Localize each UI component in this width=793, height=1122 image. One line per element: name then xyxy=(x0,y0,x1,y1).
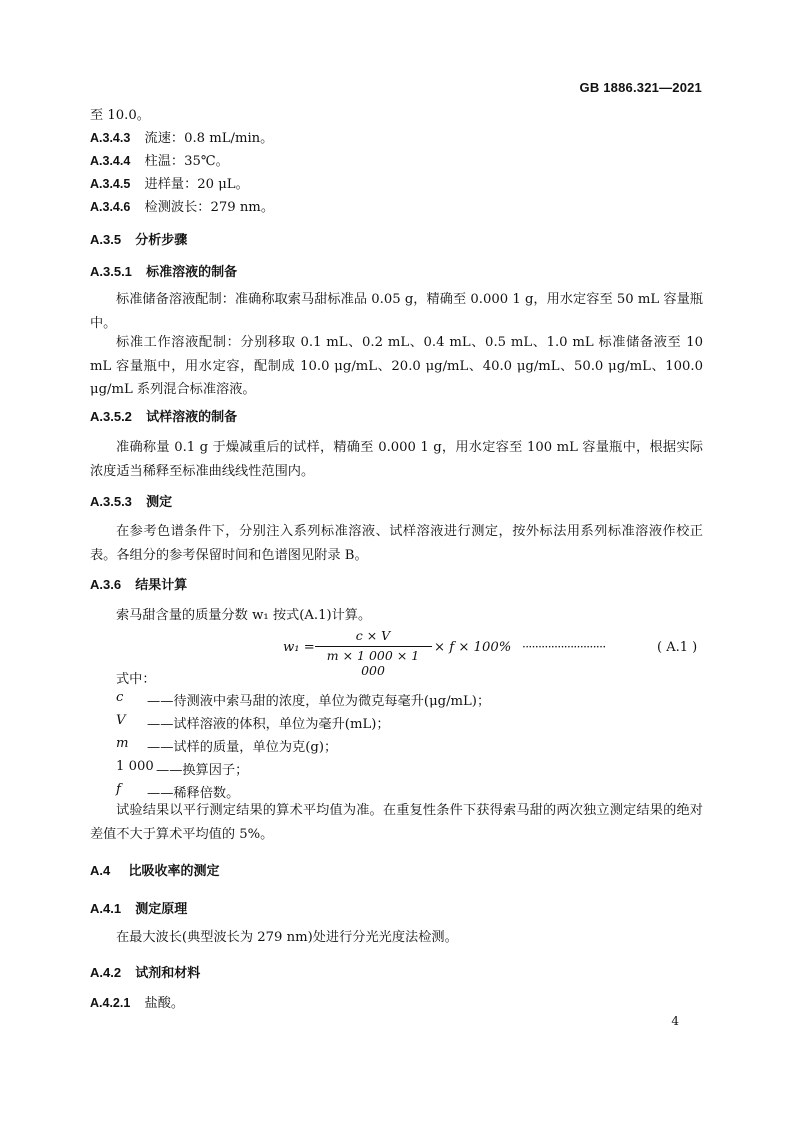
heading-title: 测定 xyxy=(146,494,173,509)
heading-number: A.4.2 xyxy=(90,965,122,980)
symbol-v-desc: ——试样溶液的体积，单位为毫升(mL)； xyxy=(147,717,390,732)
formula-denominator: m × 1 000 × 1 000 xyxy=(326,648,420,678)
standard-number: GB 1886.321—2021 xyxy=(579,80,702,95)
formula-label: ( A.1 ) xyxy=(657,640,698,655)
heading-a3-5-2 xyxy=(90,405,237,429)
heading-a3-5-1 xyxy=(90,260,237,284)
clause-a3-4-3 xyxy=(90,127,273,150)
clause-text: 检测波长：279 nm。 xyxy=(144,200,275,215)
heading-a3-5 xyxy=(90,228,187,252)
heading-number: A.3.5.1 xyxy=(90,264,132,279)
heading-number: A.4 xyxy=(90,863,111,878)
heading-title: 测定原理 xyxy=(135,901,188,916)
heading-a3-6 xyxy=(90,573,187,597)
formula-lhs: w₁ = xyxy=(283,640,315,655)
clause-text: 流速：0.8 mL/min。 xyxy=(144,131,274,146)
heading-number: A.3.5.3 xyxy=(90,494,132,509)
clause-a3-4-4 xyxy=(90,150,229,173)
heading-title: 比吸收率的测定 xyxy=(128,863,220,878)
fraction-bar xyxy=(315,646,432,647)
heading-number: A.4.1 xyxy=(90,901,122,916)
clause-number: A.4.2.1 xyxy=(90,996,131,1010)
formula-tail: × f × 100% xyxy=(434,640,512,655)
clause-text: 进样量：20 μL。 xyxy=(144,177,249,192)
symbol-v: V xyxy=(116,713,126,728)
clause-a3-4-6 xyxy=(90,196,274,219)
heading-number: A.3.6 xyxy=(90,577,122,592)
symbol-f-desc: ——稀释倍数。 xyxy=(147,786,240,801)
heading-title: 试剂和材料 xyxy=(135,965,201,980)
clause-number: A.3.4.4 xyxy=(90,154,131,168)
clause-number: A.3.4.5 xyxy=(90,177,131,191)
symbol-c: c xyxy=(116,690,124,705)
clause-number: A.3.4.3 xyxy=(90,131,131,145)
symbol-1000: 1 000 xyxy=(116,759,154,774)
clause-a3-4-5 xyxy=(90,173,249,196)
paragraph-principle: 在最大波长(典型波长为 279 nm)处进行分光光度法检测。 xyxy=(116,930,458,945)
heading-title: 结果计算 xyxy=(135,577,188,592)
clause-a4-2-1 xyxy=(90,992,184,1015)
paragraph-stock-solution: 标准储备溶液配制：准确称取索马甜标准品 0.05 g，精确至 0.000 1 g，用水定容至 50 mL 容量瓶中。 xyxy=(90,292,703,331)
paragraph-working-solution: 标准工作溶液配制：分别移取 0.1 mL、0.2 mL、0.4 mL、0.5 mL、1.0 mL 标准储备液至 10 mL 容量瓶中，用水定容，配制成 10.0 μg/mL、20.0 μg/mL、40.0 μg/mL、50.0 μg/mL、100.0 μg/mL 系列混合标准溶液。 xyxy=(90,335,703,397)
symbol-f: f xyxy=(116,782,121,797)
symbol-c-desc: ——待测液中索马甜的浓度，单位为微克每毫升(μg/mL)； xyxy=(147,694,491,709)
continued-text: 至 10.0。 xyxy=(90,108,150,123)
paragraph-result: 试验结果以平行测定结果的算术平均值为准。在重复性条件下获得索马甜的两次独立测定结果的绝对差值不大于算术平均值的 5%。 xyxy=(90,803,703,842)
heading-a4-1 xyxy=(90,897,187,921)
heading-a4-2 xyxy=(90,961,200,985)
formula-leader-dots: ·························· xyxy=(522,640,606,654)
clause-text: 柱温：35℃。 xyxy=(144,154,229,169)
paragraph-measurement: 在参考色谱条件下，分别注入系列标准溶液、试样溶液进行测定，按外标法用系列标准溶液作校正表。各组分的参考保留时间和色谱图见附录 B。 xyxy=(90,524,703,563)
formula-numerator: c × V xyxy=(355,628,391,643)
clause-number: A.3.4.6 xyxy=(90,200,131,214)
heading-number: A.3.5 xyxy=(90,232,122,247)
heading-a4 xyxy=(90,859,219,883)
heading-title: 试样溶液的制备 xyxy=(146,409,238,424)
heading-a3-5-3 xyxy=(90,490,172,514)
clause-text: 盐酸。 xyxy=(144,996,185,1011)
symbol-1000-desc: ——换算因子； xyxy=(156,763,249,778)
paragraph-calculation: 索马甜含量的质量分数 w₁ 按式(A.1)计算。 xyxy=(116,608,372,623)
where-label: 式中： xyxy=(116,672,156,687)
page-number: 4 xyxy=(671,1014,679,1028)
heading-title: 标准溶液的制备 xyxy=(146,264,238,279)
symbol-m: m xyxy=(116,736,129,751)
paragraph-sample-solution: 准确称量 0.1 g 于燥减重后的试样，精确至 0.000 1 g，用水定容至 100 mL 容量瓶中，根据实际浓度适当稀释至标准曲线线性范围内。 xyxy=(90,440,703,479)
heading-title: 分析步骤 xyxy=(135,232,188,247)
symbol-m-desc: ——试样的质量，单位为克(g)； xyxy=(147,740,338,755)
heading-number: A.3.5.2 xyxy=(90,409,132,424)
